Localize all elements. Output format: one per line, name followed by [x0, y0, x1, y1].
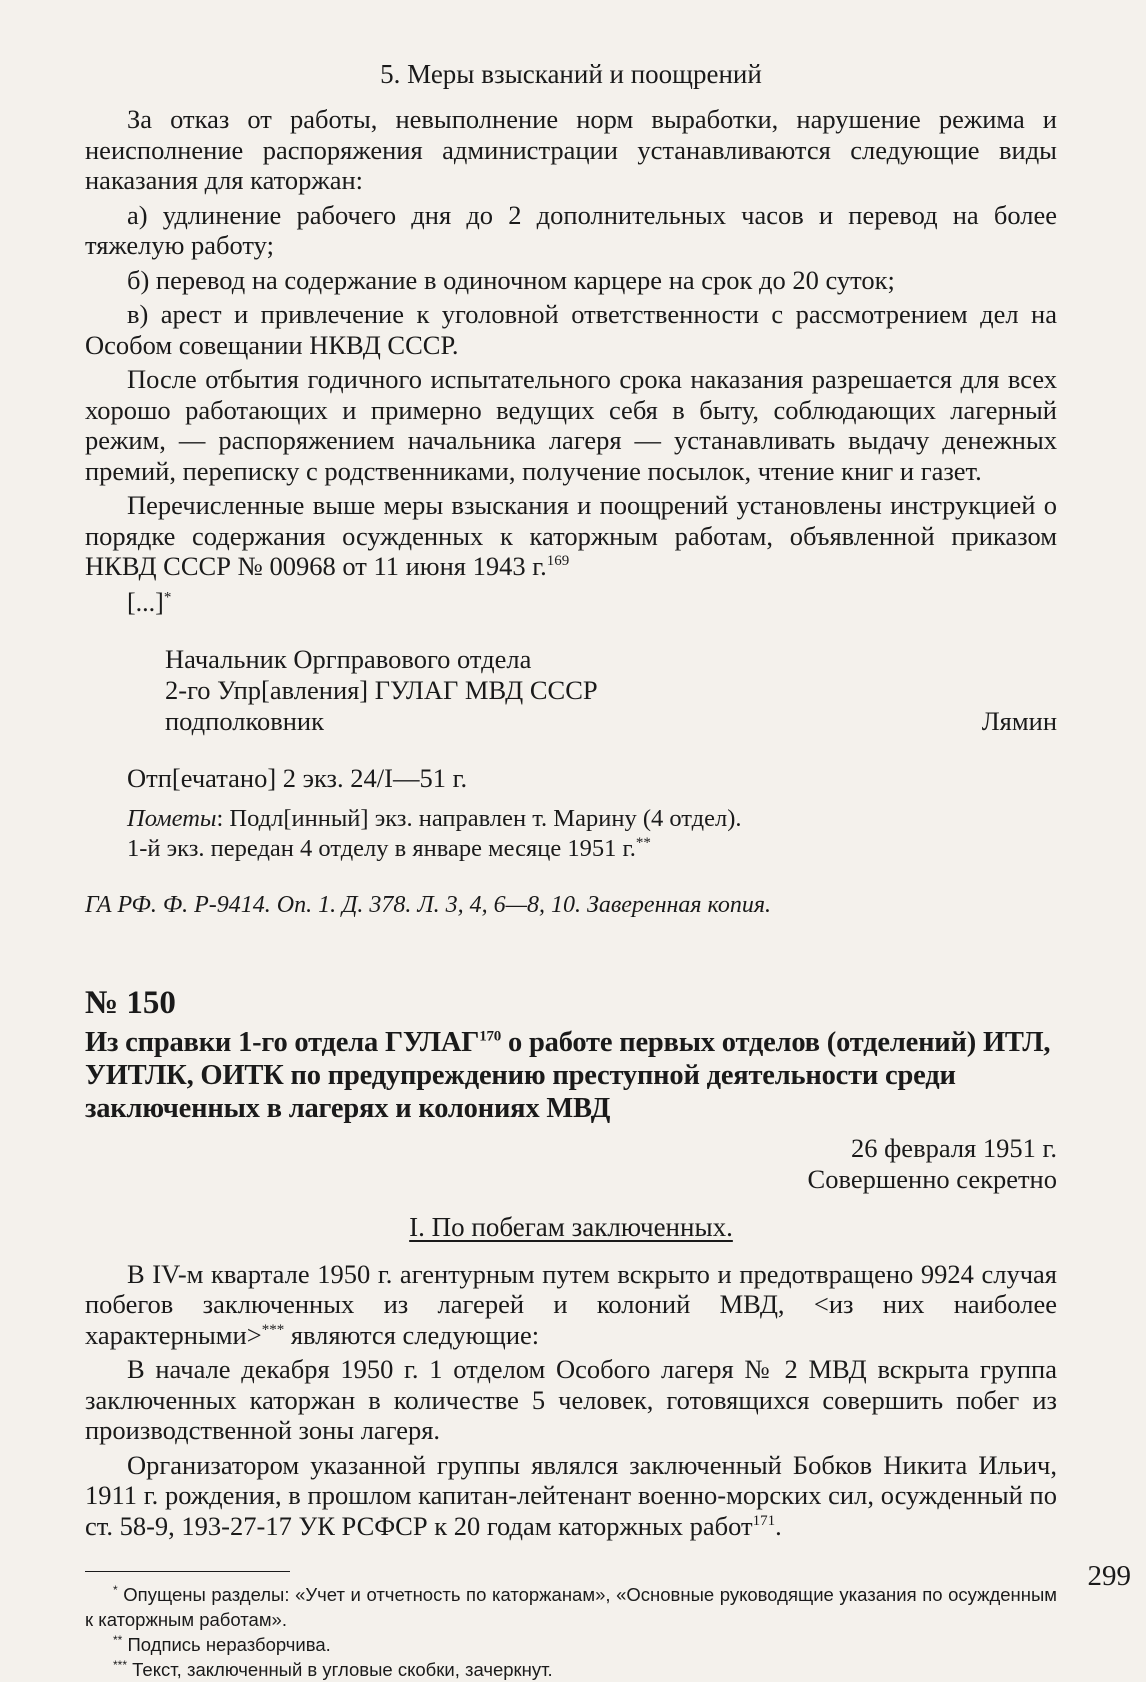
footnote-2: ** Подпись неразборчива.: [113, 1632, 331, 1655]
secrecy-stamp: Совершенно секретно: [807, 1163, 1057, 1194]
list-item-c: в) арест и привлечение к уголовной ответственности с рассмотрением дел на Особом совещании НКВД СССР.: [85, 299, 1057, 360]
document-page: [85, 58, 1057, 1680]
list-item-b: б) перевод на содержание в одиночном карцере на срок до 20 суток;: [127, 264, 895, 295]
footnote-ref-170: 170: [479, 1028, 502, 1044]
paragraph-escapes-summary: В IV-м квартале 1950 г. агентурным путем вскрыто и предотвращено 9924 случая побегов заключенных из лагерей и колоний МВД, <из них наиболее характерными>*** являются следующие:: [85, 1258, 1057, 1350]
printed-copies-note: Отп[ечатано] 2 экз. 24/I—51 г.: [127, 762, 468, 793]
paragraph-punishments-intro: За отказ от работы, невыполнение норм выработки, нарушение режима и неисполнение распоряжения администрации устанавливаются следующие виды наказания для каторжан:: [85, 104, 1057, 195]
footnote-3: *** Текст, заключенный в угловые скобки, зачеркнут.: [113, 1657, 553, 1680]
list-item-a: а) удлинение рабочего дня до 2 дополнительных часов и перевод на более тяжелую работу;: [85, 199, 1057, 260]
footnote-ref-169: 169: [546, 553, 570, 570]
signature-rank: подполковник: [165, 705, 324, 736]
elision-mark: [...]*: [127, 587, 172, 617]
signature-name: Лямин: [981, 705, 1057, 736]
paragraph-organizer: Организатором указанной группы являлся заключенный Бобков Никита Ильич, 1911 г. рождения, в прошлом капитан-лейтенант военно-морских сил, осужденный по ст. 58-9, 193-27-17 УК РСФСР к 20 годам каторжных работ$^{171}$.: [85, 1449, 1057, 1541]
page-number: 299: [1087, 1560, 1131, 1592]
signature-position: Начальник Оргправового отдела: [165, 643, 532, 674]
marks-note: Пометы: Подл[инный] экз. направлен т. Марину (4 отдел). 1-й экз. передан 4 отделу в январе месяце 1951 г.**: [127, 804, 742, 862]
paragraph-instruction: Перечисленные выше меры взыскания и поощрений установлены инструкцией о порядке содержания осужденных к каторжным работам, объявленной приказом НКВД СССР № 00968 от 11 июня 1943 г.$^{169}$: [85, 490, 1057, 581]
paragraph-group-detected: В начале декабря 1950 г. 1 отделом Особого лагеря № 2 МВД вскрыта группа заключенных каторжан в количестве 5 человек, готовящихся совершить побег из производственной зоны лагеря.: [85, 1354, 1057, 1445]
footnote-1: * Опущены разделы: «Учет и отчетность по каторжанам», «Основные руководящие указания по осужденным к каторжным работам».: [85, 1582, 1057, 1630]
footnote-divider: [85, 1571, 290, 1572]
footnote-ref-171: 171: [752, 1512, 776, 1529]
signature-block: [165, 644, 1057, 737]
archive-reference: ГА РФ. Ф. Р-9414. Оп. 1. Д. 378. Л. 3, 4, 6—8, 10. Заверенная копия.: [85, 891, 772, 918]
subheading: I. По побегам заключенных.: [409, 1211, 733, 1242]
paragraph-rewards: После отбытия годичного испытательного срока наказания разрешается для всех хорошо работающих и примерно ведущих себя в быту, соблюдающих лагерный режим, — распоряжением начальника лагеря — устанавливать выдачу денежных премий, переписку с родственниками, получение посылок, чтение книг и газет.: [85, 364, 1057, 486]
document-date: 26 февраля 1951 г.: [851, 1132, 1057, 1163]
signature-department: 2-го Упр[авления] ГУЛАГ МВД СССР: [165, 674, 598, 705]
document-title: Из справки 1-го отдела ГУЛАГ$^{170}$ о работе первых отделов (отделений) ИТЛ, УИТЛК, ОИТК по предупреждению преступной деятельности среди заключенных в лагерях и колониях МВД: [85, 1026, 1051, 1124]
section-heading: 5. Меры взысканий и поощрений: [380, 59, 762, 89]
marks-label: Пометы: [127, 804, 217, 832]
document-number: № 150: [85, 984, 176, 1021]
